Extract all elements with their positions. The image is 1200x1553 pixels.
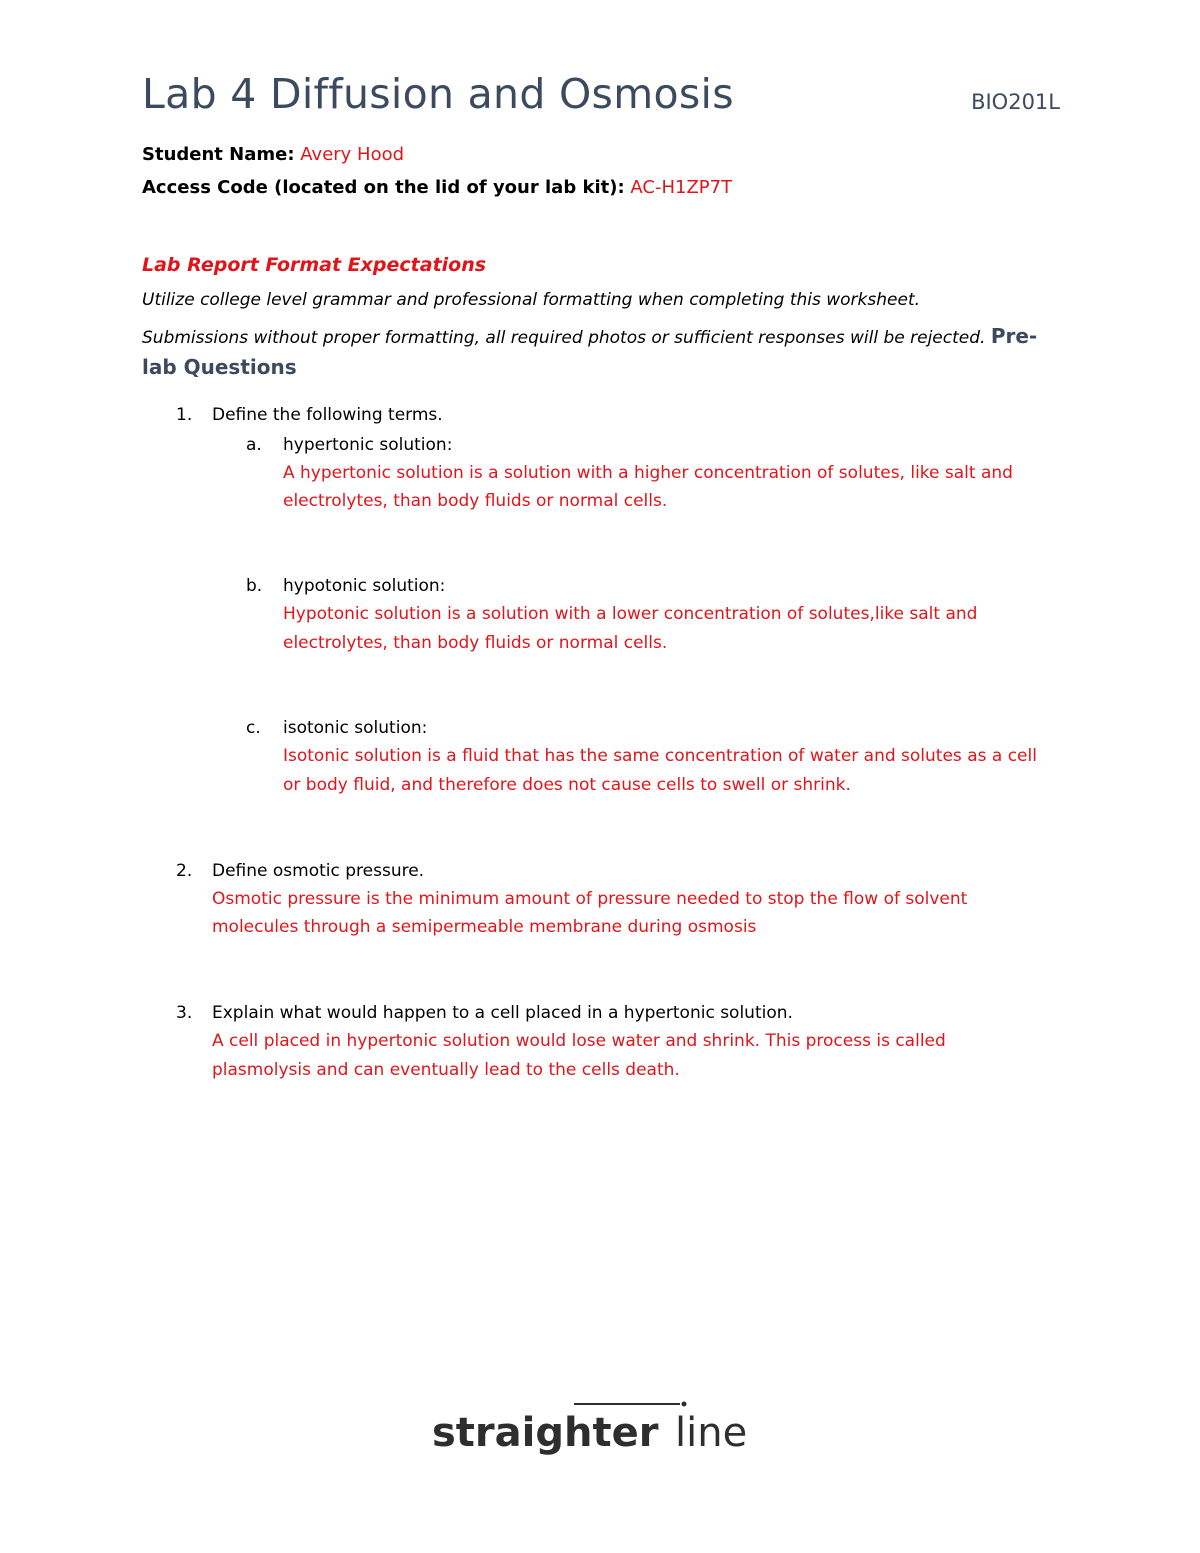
q2-answer-line2: molecules through a semipermeable membrane during osmosis (212, 917, 757, 937)
q3-text: Explain what would happen to a cell placed in a hypertonic solution. (212, 1003, 793, 1023)
q1c-answer-line2: or body fluid, and therefore does not cause cells to swell or shrink. (283, 775, 851, 795)
prelab-heading-part1: Pre- (990, 324, 1038, 348)
straighterline-logo (432, 1400, 762, 1460)
format-line-2-text: Submissions without proper formatting, all required photos or sufficient responses will be rejected. (142, 328, 986, 348)
q1b-answer-line1: Hypotonic solution is a solution with a lower concentration of solutes,like salt and (283, 604, 978, 624)
q1c-answer-line1: Isotonic solution is a fluid that has the same concentration of water and solutes as a cell (283, 746, 1037, 766)
q1a-letter: a. (246, 435, 262, 455)
format-heading: Lab Report Format Expectations (142, 254, 487, 276)
q1-number: 1. (176, 405, 193, 425)
q1b-term: hypotonic solution: (283, 576, 446, 596)
logo-text-bold: straighter (432, 1410, 659, 1456)
title-row (142, 70, 1060, 126)
q1c-letter: c. (246, 718, 261, 738)
q1a-answer-line2: electrolytes, than body fluids or normal cells. (283, 491, 668, 511)
q2-answer-line1: Osmotic pressure is the minimum amount of pressure needed to stop the flow of solvent (212, 889, 968, 909)
q1a-answer-line1: A hypertonic solution is a solution with a higher concentration of solutes, like salt and (283, 463, 1013, 483)
student-name-value: Avery Hood (300, 144, 405, 165)
student-name-label: Student Name: (142, 144, 295, 165)
page-title: Lab 4 Diffusion and Osmosis (142, 70, 734, 118)
q1-text: Define the following terms. (212, 405, 443, 425)
student-name-line (142, 144, 404, 165)
course-code: BIO201L (971, 90, 1060, 114)
q2-text: Define osmotic pressure. (212, 861, 425, 881)
logo-dot (682, 1402, 687, 1407)
q2-number: 2. (176, 861, 193, 881)
logo-text-light: line (675, 1410, 748, 1456)
q3-number: 3. (176, 1003, 193, 1023)
q1a-term: hypertonic solution: (283, 435, 453, 455)
format-line-2 (142, 324, 1037, 348)
q1c-term: isotonic solution: (283, 718, 428, 738)
prelab-heading-part2: lab Questions (142, 355, 297, 379)
format-line-1: Utilize college level grammar and professional formatting when completing this worksheet. (142, 290, 921, 310)
access-code-value: AC-H1ZP7T (630, 177, 733, 198)
access-code-label: Access Code (located on the lid of your lab kit): (142, 177, 625, 198)
q1b-letter: b. (246, 576, 263, 596)
q3-answer-line1: A cell placed in hypertonic solution would lose water and shrink. This process is called (212, 1031, 946, 1051)
access-code-line (142, 177, 732, 198)
q1b-answer-line2: electrolytes, than body fluids or normal cells. (283, 633, 668, 653)
q3-answer-line2: plasmolysis and can eventually lead to the cells death. (212, 1060, 680, 1080)
